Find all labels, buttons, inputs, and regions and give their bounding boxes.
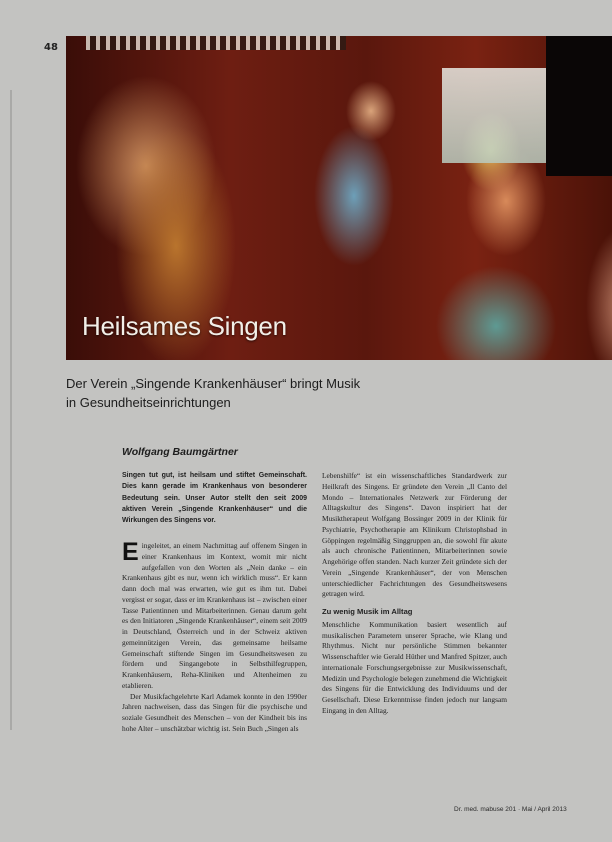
paragraph-text: ingeleitet, an einem Nachmittag auf offenem Singen in einer Krankenhaus im Kontext, womit mir nicht aufgefallen von den Worten als „Nein danke – ein Krankenhaus gibt es nur, wenn ich wirklich muss“. Er kann dann doch mal was erwarten, wie gut es ihm tut. Dabei vergisst er sogar, dass er im Krankenhaus ist – zwischen einer Tasse Patientinnen und Mitarbeiterinnen. Genau darum geht es den Initiatoren „Singende Krankenhäuser“, einem seit 2009 in Deutschland, Österreich und in der Schweiz aktiven gemeinnützigen Verein, das gemeinsame heilsame Gemeinschaft stiftende Singen im Gesundheitswesen zu fördern und Singangebote in Selbsthilfegruppen, Krankenhäusern, Reha-Kliniken und Altenheimen zu etablieren. bbox=[122, 541, 307, 690]
body-column-left bbox=[122, 538, 307, 735]
body-paragraph bbox=[122, 538, 307, 692]
header-photo bbox=[66, 36, 612, 360]
ceiling-lights-decoration bbox=[86, 36, 346, 50]
body-column-right bbox=[322, 471, 507, 717]
subtitle-line-2: in Gesundheitseinrichtungen bbox=[66, 395, 231, 410]
body-paragraph: Menschliche Kommunikation basiert wesentlich auf musikalischen Parametern unserer Sprache, wie Klang und Rhythmus. Nicht nur persönliche Stimmen bekannter Wissenschaftler wie Gerald Hüther und Manfred Spitzer, auch internationale Forschungsergebnisse zur Musikwissenschaft, Medizin und Psychologie belegen zunehmend die Wichtigkeit des Singens für die Entwicklung des Individuums und der Gesellschaft. Diese Erkenntnisse finden jedoch nur langsam Eingang in den Alltag. bbox=[322, 619, 507, 715]
section-subheading: Zu wenig Musik im Alltag bbox=[322, 607, 413, 616]
page-footer: Dr. med. mabuse 201 · Mai / April 2013 bbox=[454, 806, 567, 813]
article-title: Heilsames Singen bbox=[82, 311, 287, 341]
photo-dark-corner bbox=[546, 36, 612, 176]
body-paragraph: Der Musikfachgelehrte Karl Adamek konnte in den 1990er Jahren nachweisen, dass das Singen für die psychische und soziale Gesundheit des Menschen – von der Kindheit bis ins hohe Alter – unschätzbar wichtig ist. Sein Buch „Singen als bbox=[122, 691, 307, 733]
subtitle-line-1: Der Verein „Singende Krankenhäuser“ bringt Musik bbox=[66, 376, 361, 391]
window-background bbox=[442, 68, 562, 163]
body-paragraph: Lebenshilfe“ ist ein wissenschaftliches Standardwerk zur Heilkraft des Singens. Er gründete den Verein „Il Canto del Mondo – Internationales Netzwerk zur Förderung der Alltagskultur des Singens“. Davon inspiriert hat der Musiktherapeut Wolfgang Bossinger 2009 in der Klinik für Psychiatrie, Psychotherapie am Klinikum Christophsbad in Göppingen regelmäßig Singgruppen an, die sowohl für akute als auch chronische Patientinnen, Mitarbeiterinnen sowie Angehörige offen standen. Nach kurzer Zeit gründete sich der Verein „Singende Krankenhäuser“, der von Menschen unterschiedlicher Fachrichtungen des Gesundheitswesens getragen wird. bbox=[322, 471, 507, 599]
author-byline: Wolfgang Baumgärtner bbox=[122, 446, 238, 458]
page-number: 48 bbox=[44, 42, 58, 53]
drop-cap: E bbox=[122, 538, 139, 566]
article-subtitle bbox=[66, 374, 506, 412]
lead-paragraph: Singen tut gut, ist heilsam und stiftet Gemeinschaft. Dies kann gerade im Krankenhaus von besonderer Bedeutung sein. Unser Autor stellt den seit 2009 aktiven Verein „Singende Krankenhäuser“ und die Wirkungen des Singens vor. bbox=[122, 472, 307, 525]
